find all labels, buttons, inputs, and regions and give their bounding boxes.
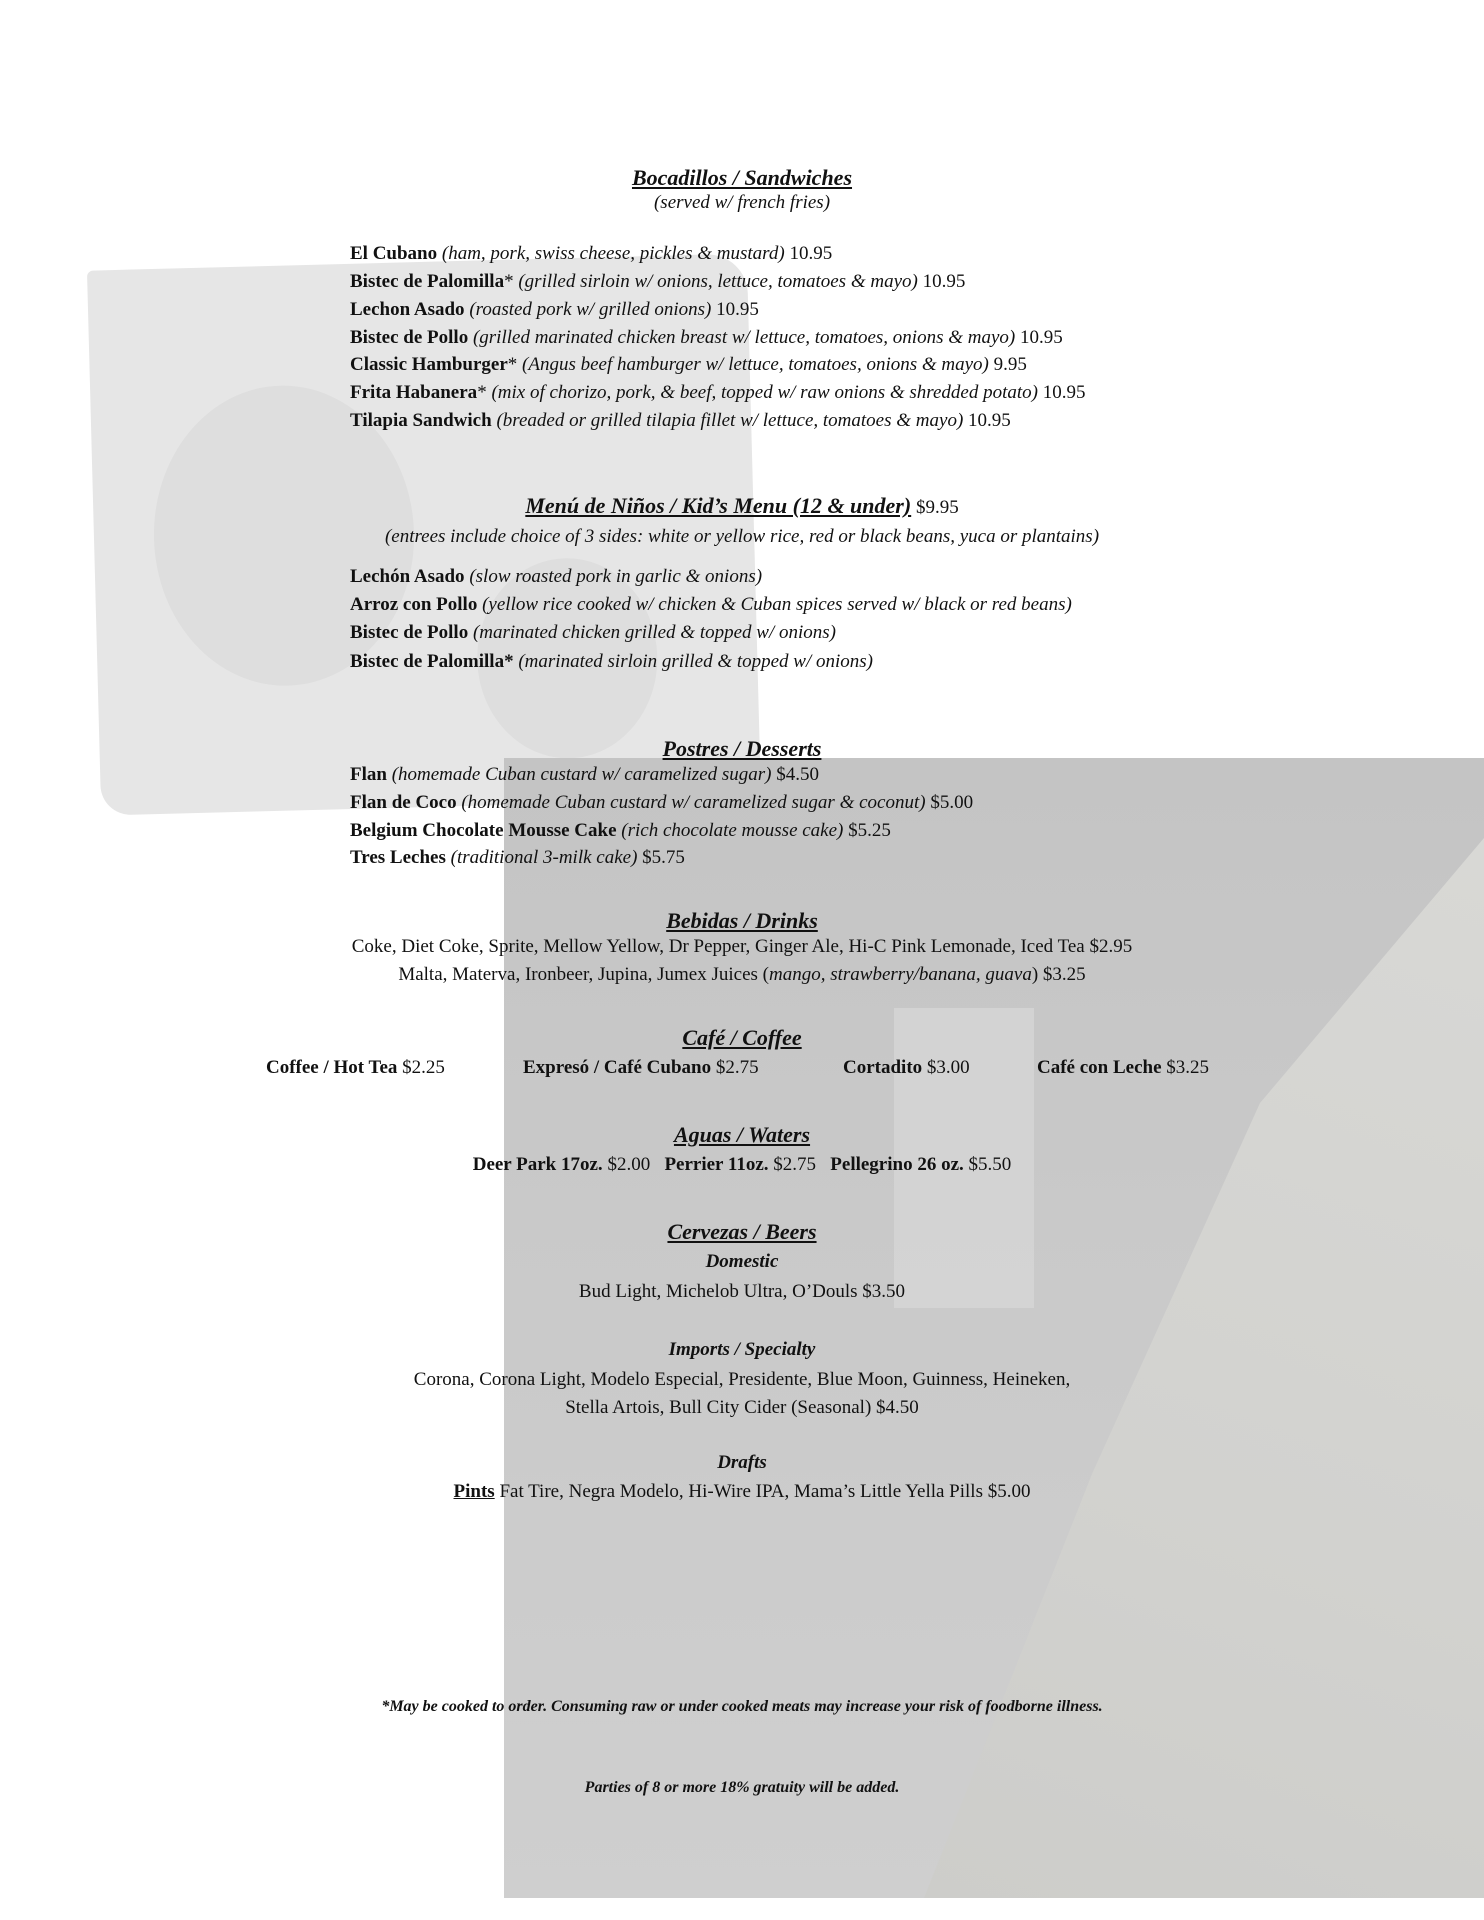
menu-item: Bistec de Pollo (grilled marinated chicken breast w/ lettuce, tomatoes, onions & mayo) 10.95 <box>350 327 1063 348</box>
imports-label: Imports / Specialty <box>668 1339 816 1360</box>
kids-note: (entrees include choice of 3 sides: white or yellow rice, red or black beans, yuca or plantains) <box>384 526 1100 547</box>
pints-label: Pints <box>453 1481 495 1502</box>
menu-item: El Cubano (ham, pork, swiss cheese, pickles & mustard) 10.95 <box>350 243 833 264</box>
waters-list: Deer Park 17oz. $2.00 Perrier 11oz. $2.75 Pellegrino 26 oz. $5.50 <box>472 1154 1012 1175</box>
gratuity-note: Parties of 8 or more 18% gratuity will be added. <box>584 1779 900 1796</box>
domestic-list: Bud Light, Michelob Ultra, O’Douls $3.50 <box>578 1281 906 1302</box>
coffee-item: Cortadito $3.00 <box>843 1057 970 1078</box>
drafts-list: Pints Fat Tire, Negra Modelo, Hi-Wire IPA, Mama’s Little Yella Pills $5.00 <box>453 1481 1031 1502</box>
imports-line-1: Corona, Corona Light, Modelo Especial, Presidente, Blue Moon, Guinness, Heineken, <box>413 1369 1071 1390</box>
menu-item: Bistec de Palomilla* (grilled sirloin w/ onions, lettuce, tomatoes & mayo) 10.95 <box>350 271 966 292</box>
sandwiches-title: Bocadillos / Sandwiches <box>631 165 853 190</box>
menu-item: Flan de Coco (homemade Cuban custard w/ caramelized sugar & coconut) $5.00 <box>350 792 974 813</box>
menu-item: Arroz con Pollo (yellow rice cooked w/ chicken & Cuban spices served w/ black or red beans) <box>350 594 1072 615</box>
menu-item: Belgium Chocolate Mousse Cake (rich chocolate mousse cake) $5.25 <box>350 820 891 841</box>
coffee-item: Coffee / Hot Tea $2.25 <box>266 1057 445 1078</box>
kids-title: Menú de Niños / Kid’s Menu (12 & under) <box>525 493 912 518</box>
drinks-title: Bebidas / Drinks <box>666 908 818 933</box>
sandwiches-note: (served w/ french fries) <box>653 192 831 213</box>
menu-item: Frita Habanera* (mix of chorizo, pork, & beef, topped w/ raw onions & shredded potato) 10.95 <box>350 382 1086 403</box>
waters-title: Aguas / Waters <box>673 1122 811 1147</box>
drinks-line-1: Coke, Diet Coke, Sprite, Mellow Yellow, Dr Pepper, Ginger Ale, Hi-C Pink Lemonade, Iced Tea $2.95 <box>351 936 1133 957</box>
kids-price: $9.95 <box>915 497 959 518</box>
food-warning: *May be cooked to order. Consuming raw or under cooked meats may increase your risk of foodborne illness. <box>381 1698 1103 1715</box>
drinks-line-2: Malta, Materva, Ironbeer, Jupina, Jumex Juices (mango, strawberry/banana, guava) $3.25 <box>398 964 1086 985</box>
coffee-title: Café / Coffee <box>682 1025 802 1050</box>
menu-item: Tilapia Sandwich (breaded or grilled tilapia fillet w/ lettuce, tomatoes & mayo) 10.95 <box>350 410 1011 431</box>
menu-item: Lechón Asado (slow roasted pork in garlic & onions) <box>350 566 763 587</box>
menu-item: Flan (homemade Cuban custard w/ caramelized sugar) $4.50 <box>350 764 819 785</box>
beers-title: Cervezas / Beers <box>667 1219 817 1244</box>
menu-item: Bistec de Palomilla* (marinated sirloin grilled & topped w/ onions) <box>350 651 874 672</box>
menu-item: Lechon Asado (roasted pork w/ grilled onions) 10.95 <box>350 299 759 320</box>
coffee-item: Café con Leche $3.25 <box>1037 1057 1210 1078</box>
domestic-label: Domestic <box>705 1251 779 1272</box>
menu-item: Classic Hamburger* (Angus beef hamburger w/ lettuce, tomatoes, onions & mayo) 9.95 <box>350 354 1027 375</box>
imports-line-2: Stella Artois, Bull City Cider (Seasonal) $4.50 <box>565 1397 919 1418</box>
menu-item: Tres Leches (traditional 3-milk cake) $5.75 <box>350 847 685 868</box>
desserts-title: Postres / Desserts <box>662 736 822 761</box>
kids-heading <box>0 493 1484 519</box>
drafts-label: Drafts <box>717 1452 767 1473</box>
menu-item: Bistec de Pollo (marinated chicken grilled & topped w/ onions) <box>350 622 837 643</box>
coffee-item: Expresó / Café Cubano $2.75 <box>523 1057 759 1078</box>
